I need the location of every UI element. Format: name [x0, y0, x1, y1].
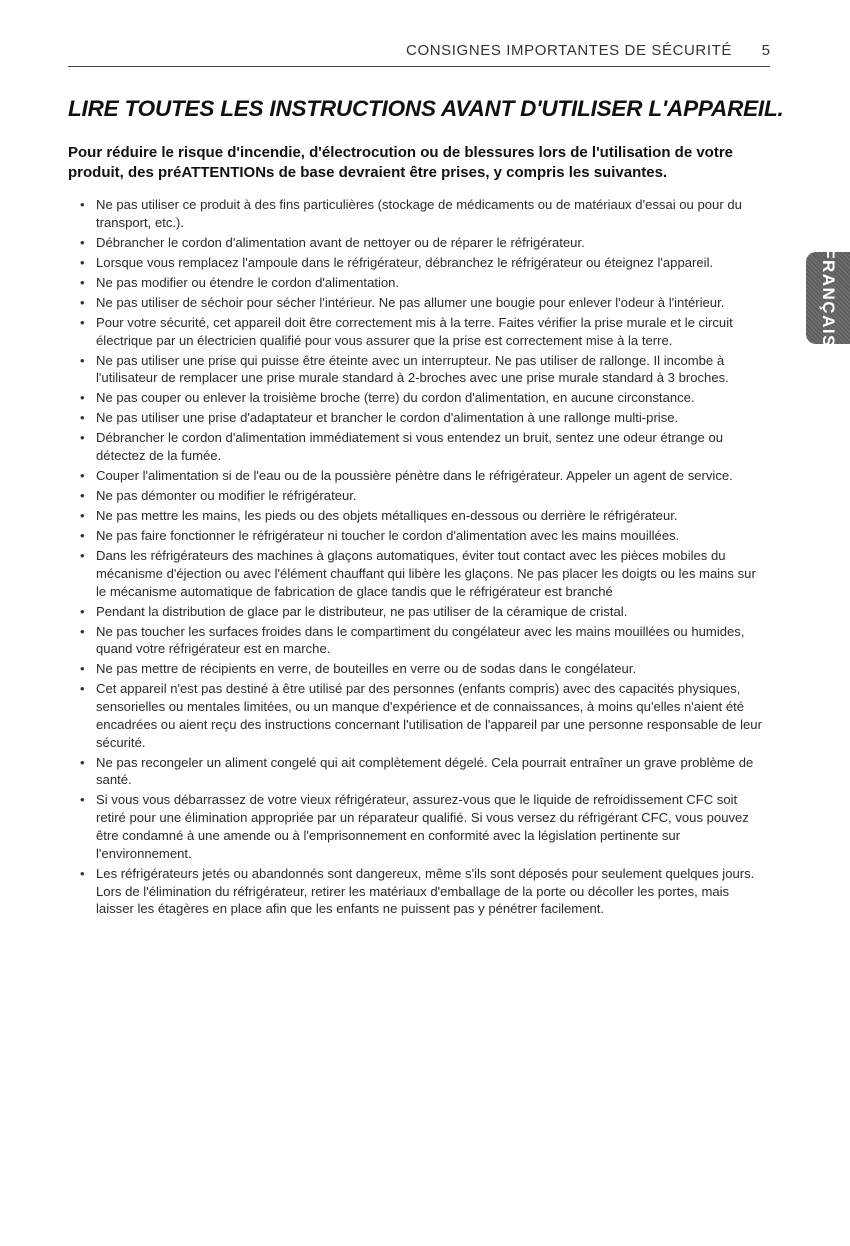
instruction-item: • Ne pas couper ou enlever la troisième broche (terre) du cordon d'alimentation, en aucune circonstance.: [80, 389, 764, 407]
instruction-item: • Ne pas utiliser de séchoir pour sécher l'intérieur. Ne pas allumer une bougie pour enlever l'odeur à l'intérieur.: [80, 294, 764, 312]
intro-paragraph: Pour réduire le risque d'incendie, d'électrocution ou de blessures lors de l'utilisation de votre produit, des préATTENTIONs de base devraient être prises, y compris les suivantes.: [68, 144, 734, 181]
instruction-item: • Les réfrigérateurs jetés ou abandonnés sont dangereux, même s'ils sont déposés pour seulement quelques jours. Lors de l'élimination du réfrigérateur, retirer les matériaux d'emballage de la porte ou décoller les portes, mais laisser les étagères en place afin que les enfants ne puissent pas y pénétrer facilement.: [80, 865, 764, 918]
instruction-item: • Ne pas utiliser une prise qui puisse être éteinte avec un interrupteur. Ne pas utiliser de rallonge. Il incombe à l'utilisateur de remplacer une prise murale standard à 2-broches avec une prise murale standard à 3 broches.: [80, 352, 764, 388]
instruction-item: • Dans les réfrigérateurs des machines à glaçons automatiques, éviter tout contact avec les pièces mobiles du mécanisme d'éjection ou avec l'élément chauffant qui libère les glaçons. Ne pas placer les doigts ou les mains sur le mécanisme automatique de fabrication de glace tandis que le réfrigérateur est branché: [80, 547, 764, 600]
page-header: [68, 40, 770, 67]
instruction-item: • Ne pas toucher les surfaces froides dans le compartiment du congélateur avec les mains mouillées ou humides, quand votre réfrigérateur est en marche.: [80, 623, 764, 659]
instruction-item: • Ne pas utiliser une prise d'adaptateur et brancher le cordon d'alimentation à une rallonge multi-prise.: [80, 409, 764, 427]
instruction-item: • Lorsque vous remplacez l'ampoule dans le réfrigérateur, débranchez le réfrigérateur ou éteignez l'appareil.: [80, 254, 764, 272]
instruction-item: • Ne pas démonter ou modifier le réfrigérateur.: [80, 487, 764, 505]
section-title: CONSIGNES IMPORTANTES DE SÉCURITÉ: [406, 42, 732, 59]
instruction-item: • Cet appareil n'est pas destiné à être utilisé par des personnes (enfants compris) avec des capacités physiques, sensorielles ou mentales limitées, ou un manque d'expérience et de connaissances, à moins qu'elles n'aient été encadrées ou aient reçu des instructions concernant l'utilisation de l'appareil par une personne responsable de leur sécurité.: [80, 680, 764, 751]
instruction-item: • Débrancher le cordon d'alimentation avant de nettoyer ou de réparer le réfrigérateur.: [80, 234, 764, 252]
instruction-item: • Débrancher le cordon d'alimentation immédiatement si vous entendez un bruit, sentez une odeur étrange ou détectez de la fumée.: [80, 429, 764, 465]
language-tab: [806, 248, 850, 348]
language-tab-label: FRANÇAIS: [819, 248, 838, 348]
instruction-item: • Si vous vous débarrassez de votre vieux réfrigérateur, assurez-vous que le liquide de refroidissement CFC soit retiré pour une élimination appropriée par un réparateur qualifié. Si vous versez du réfrigérant CFC, vous pouvez être condamné à une amende ou à l'emprisonnement en conformité avec la législation pertinente sur l'environnement.: [80, 791, 764, 862]
page-number: 5: [761, 42, 770, 59]
instruction-item: • Ne pas modifier ou étendre le cordon d'alimentation.: [80, 274, 764, 292]
instruction-item: • Ne pas recongeler un aliment congelé qui ait complètement dégelé. Cela pourrait entraîner un grave problème de santé.: [80, 754, 764, 790]
instruction-item: • Ne pas mettre de récipients en verre, de bouteilles en verre ou de sodas dans le congélateur.: [80, 660, 764, 678]
page-title: LIRE TOUTES LES INSTRUCTIONS AVANT D'UTILISER L'APPAREIL.: [68, 96, 784, 121]
instruction-item: • Ne pas utiliser ce produit à des fins particulières (stockage de médicaments ou de matériaux d'essai ou pour du transport, etc.).: [80, 196, 764, 232]
safety-instructions-list: [80, 196, 764, 920]
instruction-item: • Couper l'alimentation si de l'eau ou de la poussière pénètre dans le réfrigérateur. Appeler un agent de service.: [80, 467, 764, 485]
instruction-item: • Ne pas mettre les mains, les pieds ou des objets métalliques en-dessous ou derrière le réfrigérateur.: [80, 507, 764, 525]
instruction-item: • Pendant la distribution de glace par le distributeur, ne pas utiliser de la céramique de cristal.: [80, 603, 764, 621]
instruction-item: • Ne pas faire fonctionner le réfrigérateur ni toucher le cordon d'alimentation avec les mains mouillées.: [80, 527, 764, 545]
instruction-item: • Pour votre sécurité, cet appareil doit être correctement mis à la terre. Faites vérifier la prise murale et le circuit électrique par un électricien qualifié pour vous assurer que la prise est correctement mise à la terre.: [80, 314, 764, 350]
